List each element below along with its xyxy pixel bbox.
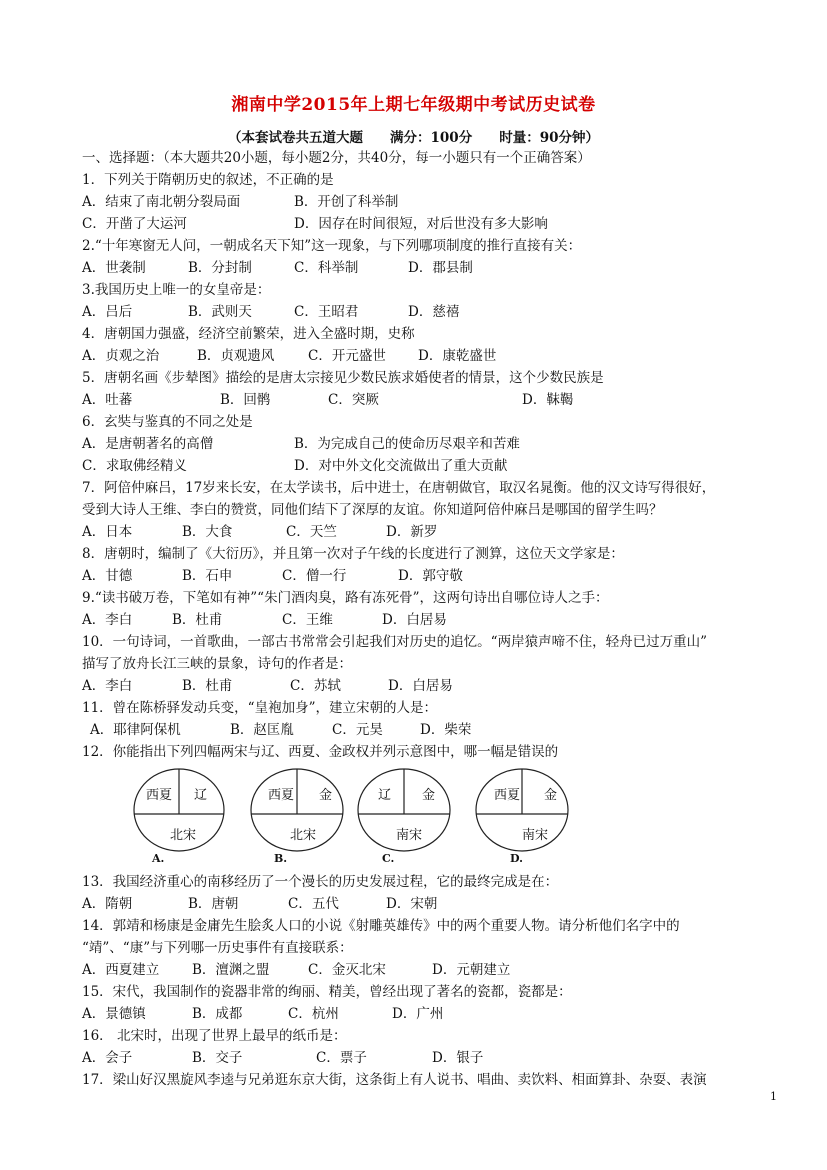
option-15a: A．景德镇 — [82, 1006, 146, 1022]
exam-title: 湘南中学2015年上期七年级期中考试历史试卷 — [231, 95, 596, 115]
option-8c: C．僧一行 — [282, 568, 347, 584]
diagram-b-top-left: 西夏 — [268, 788, 295, 803]
option-5b: B．回鹘 — [220, 392, 271, 408]
option-7a: A．日本 — [82, 524, 133, 540]
question-13-stem: 13．我国经济重心的南移经历了一个漫长的历史发展过程，它的最终完成是在： — [82, 874, 559, 890]
diagram-c-letter: C. — [382, 852, 395, 865]
diagram-c-top-left: 辽 — [378, 788, 392, 803]
option-9c: C．王维 — [282, 612, 333, 628]
diagram-a — [126, 766, 236, 866]
option-2d: D．郡县制 — [408, 260, 473, 276]
question-9-stem: 9.“读书破万卷，下笔如有神”“朱门酒肉臭，路有冻死骨”，这两句诗出自哪位诗人之手： — [82, 590, 609, 606]
option-1d: D．因存在时间很短，对后世没有多大影响 — [294, 216, 548, 232]
question-16-stem: 16． 北宋时，出现了世界上最早的纸币是： — [82, 1028, 347, 1044]
diagram-c-bottom: 南宋 — [396, 828, 423, 843]
option-3c: C．王昭君 — [294, 304, 359, 320]
diagram-a-top-right: 辽 — [194, 788, 208, 803]
option-5d: D．靺鞨 — [522, 392, 574, 408]
option-16c: C．票子 — [316, 1050, 367, 1066]
question-8-stem: 8．唐朝时，编制了《大衍历》，并且第一次对子午线的长度进行了测算，这位天文学家是： — [82, 546, 624, 562]
option-16b: B．交子 — [192, 1050, 243, 1066]
diagram-b-letter: B. — [274, 852, 288, 865]
diagram-a-top-left: 西夏 — [146, 788, 173, 803]
option-15c: C．杭州 — [288, 1006, 339, 1022]
option-11a: A．耶律阿保机 — [90, 722, 181, 738]
diagram-b-top-right: 金 — [319, 788, 333, 803]
diagram-c-top-right: 金 — [422, 788, 436, 803]
option-2b: B．分封制 — [188, 260, 252, 276]
option-3d: D．慈禧 — [408, 304, 460, 320]
question-2-stem: 2.“十年寒窗无人问，一朝成名天下知”这一现象，与下列哪项制度的推行直接有关： — [82, 238, 582, 254]
question-10-line1: 10．一句诗词，一首歌曲，一部古书常常会引起我们对历史的追忆。“两岸猿声啼不住，轻舟已过万重山” — [82, 634, 707, 650]
option-8b: B．石申 — [182, 568, 233, 584]
diagram-d-bottom: 南宋 — [522, 828, 549, 843]
question-14-line1: 14．郭靖和杨康是金庸先生脍炙人口的小说《射雕英雄传》中的两个重要人物。请分析他们名字中的 — [82, 918, 680, 934]
option-14d: D．元朝建立 — [432, 962, 511, 978]
question-7-line1: 7．阿倍仲麻吕，17岁来长安，在太学读书，后中进士，在唐朝做官，取汉名晁衡。他的汉文诗写得很好， — [82, 480, 716, 496]
option-15b: B．成都 — [192, 1006, 243, 1022]
option-6a: A．是唐朝著名的高僧 — [82, 436, 214, 452]
option-11c: C．元昊 — [332, 722, 383, 738]
question-3-stem: 3.我国历史上唯一的女皇帝是： — [82, 282, 271, 298]
option-13b: B．唐朝 — [188, 896, 239, 912]
option-8d: D．郭守敬 — [398, 568, 463, 584]
question-11-stem: 11．曾在陈桥驿发动兵变，“皇袍加身”，建立宋朝的人是： — [82, 700, 437, 716]
option-16d: D．银子 — [432, 1050, 484, 1066]
question-12-stem: 12．你能指出下列四幅两宋与辽、西夏、金政权并列示意图中，哪一幅是错误的 — [82, 744, 559, 760]
option-1a: A．结束了南北朝分裂局面 — [82, 194, 241, 210]
question-10-line2: 描写了放舟长江三峡的景象，诗句的作者是： — [82, 656, 352, 672]
option-5c: C．突厥 — [328, 392, 379, 408]
option-3b: B．武则天 — [188, 304, 252, 320]
option-6c: C．求取佛经精义 — [82, 458, 187, 474]
section-heading: 一、选择题：（本大题共20小题，每小题2分，共40分，每一小题只有一个正确答案） — [82, 150, 591, 166]
diagram-d-top-left: 西夏 — [494, 788, 521, 803]
option-4b: B．贞观遗风 — [197, 348, 275, 364]
option-13a: A．隋朝 — [82, 896, 133, 912]
option-9d: D．白居易 — [382, 612, 447, 628]
option-1c: C．开凿了大运河 — [82, 216, 187, 232]
option-10b: B．杜甫 — [182, 678, 233, 694]
question-4-stem: 4．唐朝国力强盛，经济空前繁荣，进入全盛时期，史称 — [82, 326, 415, 342]
diagram-a-letter: A. — [152, 852, 165, 865]
diagram-d-circle — [464, 766, 574, 856]
diagram-c — [352, 766, 462, 866]
option-6b: B．为完成自己的使命历尽艰辛和苦难 — [294, 436, 520, 452]
diagram-b-bottom: 北宋 — [290, 828, 317, 843]
exam-subtitle: （本套试卷共五道大题 满分：100分 时量：90分钟） — [228, 130, 599, 146]
option-7d: D．新罗 — [386, 524, 438, 540]
diagram-d — [464, 766, 574, 866]
option-13d: D．宋朝 — [386, 896, 438, 912]
question-15-stem: 15．宋代，我国制作的瓷器非常的绚丽、精美，曾经出现了著名的瓷都，瓷都是： — [82, 984, 572, 1000]
question-17-stem: 17．梁山好汉黑旋风李逵与兄弟逛东京大街，这条街上有人说书、唱曲、卖饮料、相面算卦、杂耍、表演 — [82, 1072, 707, 1088]
option-10d: D．白居易 — [388, 678, 453, 694]
option-11b: B．赵匡胤 — [230, 722, 294, 738]
option-7c: C．天竺 — [286, 524, 337, 540]
question-7-line2: 受到大诗人王维、李白的赞赏，同他们结下了深厚的友谊。你知道阿倍仲麻吕是哪国的留学生吗？ — [82, 502, 663, 518]
option-6d: D．对中外文化交流做出了重大贡献 — [294, 458, 508, 474]
option-16a: A．会子 — [82, 1050, 133, 1066]
diagram-d-top-right: 金 — [544, 788, 558, 803]
territory-diagrams — [120, 766, 580, 866]
option-4a: A．贞观之治 — [82, 348, 160, 364]
diagram-d-letter: D. — [510, 852, 523, 865]
option-13c: C．五代 — [288, 896, 339, 912]
option-5a: A．吐蕃 — [82, 392, 133, 408]
option-4d: D．康乾盛世 — [418, 348, 497, 364]
option-8a: A．甘德 — [82, 568, 133, 584]
option-15d: D．广州 — [392, 1006, 444, 1022]
page-number: 1 — [770, 1090, 777, 1103]
diagram-a-bottom: 北宋 — [170, 828, 197, 843]
question-5-stem: 5．唐朝名画《步辇图》描绘的是唐太宗接见少数民族求婚使者的情景，这个少数民族是 — [82, 370, 604, 386]
option-2a: A．世袭制 — [82, 260, 146, 276]
option-11d: D．柴荣 — [420, 722, 472, 738]
question-1-stem: 1．下列关于隋朝历史的叙述，不正确的是 — [82, 172, 334, 188]
option-1b: B．开创了科举制 — [294, 194, 399, 210]
option-7b: B．大食 — [182, 524, 233, 540]
diagram-b — [242, 766, 352, 866]
option-10a: A．李白 — [82, 678, 133, 694]
option-3a: A．吕后 — [82, 304, 133, 320]
option-14b: B．澶渊之盟 — [192, 962, 270, 978]
question-6-stem: 6．玄奘与鉴真的不同之处是 — [82, 414, 253, 430]
option-14a: A．西夏建立 — [82, 962, 160, 978]
option-9a: A．李白 — [82, 612, 133, 628]
option-14c: C．金灭北宋 — [308, 962, 386, 978]
option-9b: B．杜甫 — [172, 612, 223, 628]
option-2c: C．科举制 — [294, 260, 359, 276]
option-10c: C．苏轼 — [290, 678, 341, 694]
option-4c: C．开元盛世 — [308, 348, 386, 364]
question-14-line2: “靖”、“康”与下列哪一历史事件有直接联系： — [82, 940, 353, 956]
